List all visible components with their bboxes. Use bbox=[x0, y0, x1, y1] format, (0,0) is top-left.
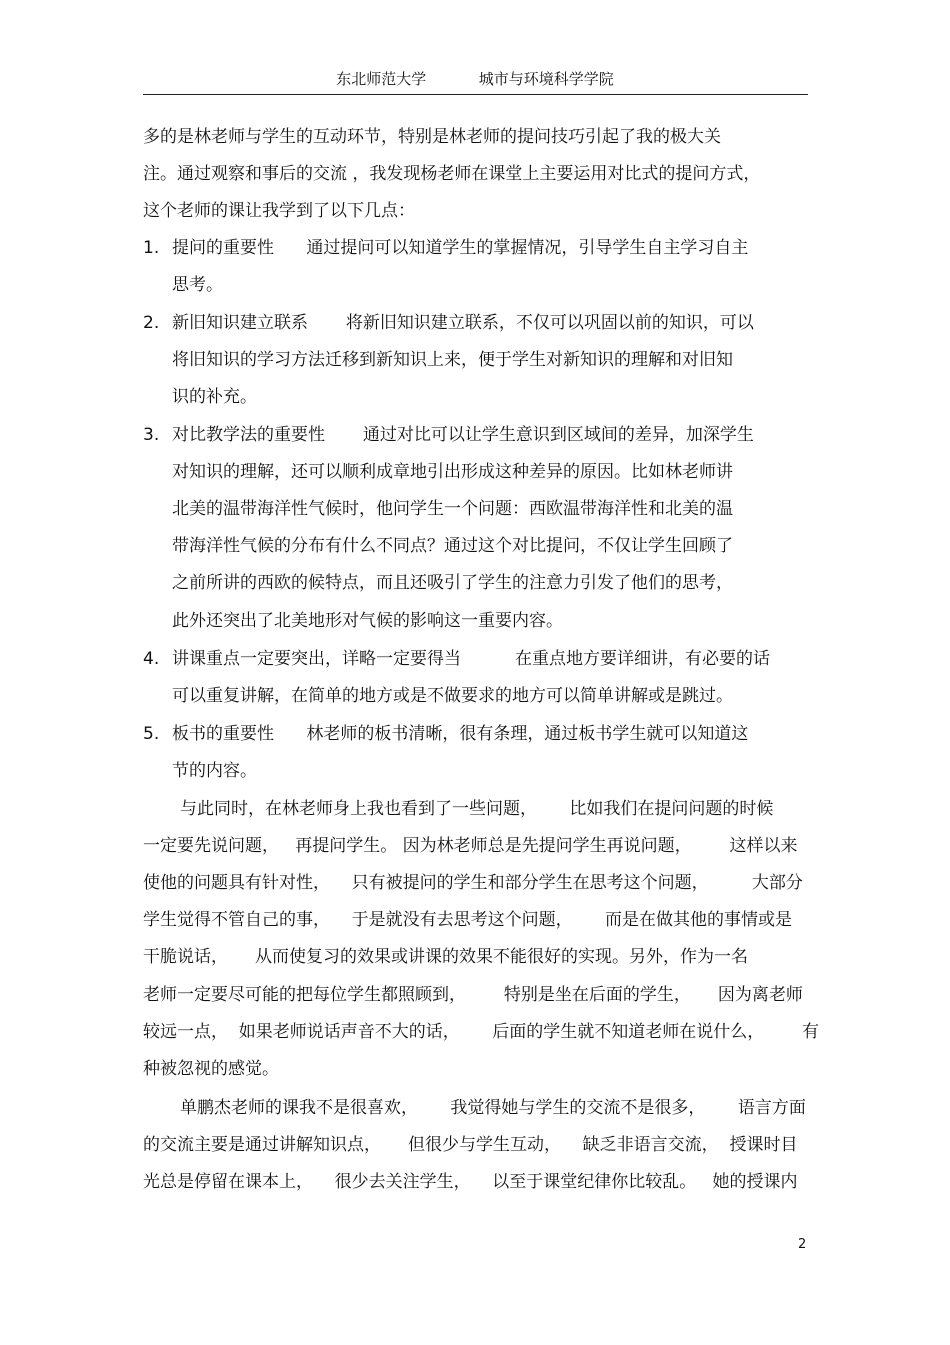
list-item-line: 新旧知识建立联系 将新旧知识建立联系，不仅可以巩固以前的知识，可以 bbox=[172, 313, 754, 333]
paragraph-line: 光总是停留在课本上， 很少去关注学生， 以至于课堂纪律你比较乱。 她的授课内 bbox=[143, 1172, 798, 1192]
body-line: 注。通过观察和事后的交流 ，我发现杨老师在课堂上主要运用对比式的提问方式， bbox=[143, 164, 761, 184]
list-item-line: 将旧知识的学习方法迁移到新知识上来，便于学生对新知识的理解和对旧知 bbox=[172, 350, 733, 370]
list-number: 2. bbox=[143, 313, 160, 333]
list-number: 3. bbox=[143, 425, 160, 445]
paragraph-line: 一定要先说问题， 再提问学生。 因为林老师总是先提问学生再说问题， 这样以来 bbox=[143, 836, 798, 856]
paragraph-line: 的交流主要是通过讲解知识点， 但很少与学生互动， 缺乏非语言交流， 授课时目 bbox=[143, 1135, 798, 1155]
list-number: 5. bbox=[143, 724, 160, 744]
paragraph-line: 学生觉得不管自己的事， 于是就没有去思考这个问题， 而是在做其他的事情或是 bbox=[143, 910, 793, 930]
list-item-line: 对比教学法的重要性 通过对比可以让学生意识到区域间的差异，加深学生 bbox=[172, 425, 754, 445]
list-item-line: 带海洋性气候的分布有什么不同点？通过这个对比提问，不仅让学生回顾了 bbox=[172, 536, 733, 556]
list-item-line: 板书的重要性 林老师的板书清晰，很有条理，通过板书学生就可以知道这 bbox=[172, 724, 749, 744]
header-college: 城市与环境科学学院 bbox=[478, 70, 614, 88]
paragraph-line: 干脆说话， 从而使复习的效果或讲课的效果不能很好的实现。另外，作为一名 bbox=[143, 947, 749, 967]
paragraph-line: 使他的问题具有针对性， 只有被提问的学生和部分学生在思考这个问题， 大部分 bbox=[143, 873, 803, 893]
header-school: 东北师范大学 bbox=[336, 70, 427, 88]
list-item-line: 思考。 bbox=[172, 275, 223, 295]
list-item-line: 之前所讲的西欧的候特点，而且还吸引了学生的注意力引发了他们的思考， bbox=[172, 573, 733, 593]
list-item-line: 识的补充。 bbox=[172, 387, 257, 407]
paragraph-line: 老师一定要尽可能的把每位学生都照顾到， 特别是坐在后面的学生， 因为离老师 bbox=[143, 985, 803, 1005]
body-line: 这个老师的课让我学到了以下几点： bbox=[143, 201, 415, 221]
list-item-line: 提问的重要性 通过提问可以知道学生的掌握情况，引导学生自主学习自主 bbox=[172, 238, 749, 258]
paragraph-line: 种被忽视的感觉。 bbox=[143, 1059, 279, 1079]
list-item-line: 讲课重点一定要突出，详略一定要得当 在重点地方要详细讲，有必要的话 bbox=[172, 649, 771, 669]
list-item-line: 对知识的理解，还可以顺利成章地引出形成这种差异的原因。比如林老师讲 bbox=[172, 462, 733, 482]
page-number: 2 bbox=[798, 1237, 807, 1252]
list-number: 1. bbox=[143, 238, 160, 258]
list-item-line: 此外还突出了北美地形对气候的影响这一重要内容。 bbox=[172, 611, 563, 631]
body-line: 多的是林老师与学生的互动环节，特别是林老师的提问技巧引起了我的极大关 bbox=[143, 127, 721, 147]
list-item-line: 北美的温带海洋性气候时，他问学生一个问题：西欧温带海洋性和北美的温 bbox=[172, 499, 733, 519]
header-rule bbox=[143, 94, 808, 95]
list-item-line: 节的内容。 bbox=[172, 761, 257, 781]
paragraph-line: 较远一点， 如果老师说话声音不大的话， 后面的学生就不知道老师在说什么， 有 bbox=[143, 1022, 820, 1042]
list-number: 4. bbox=[143, 649, 160, 669]
paragraph-line: 与此同时，在林老师身上我也看到了一些问题， 比如我们在提问问题的时候 bbox=[180, 799, 774, 819]
paragraph-line: 单鹏杰老师的课我不是很喜欢， 我觉得她与学生的交流不是很多， 语言方面 bbox=[180, 1098, 806, 1118]
page-header bbox=[143, 68, 807, 92]
list-item-line: 可以重复讲解，在简单的地方或是不做要求的地方可以简单讲解或是跳过。 bbox=[172, 686, 733, 706]
